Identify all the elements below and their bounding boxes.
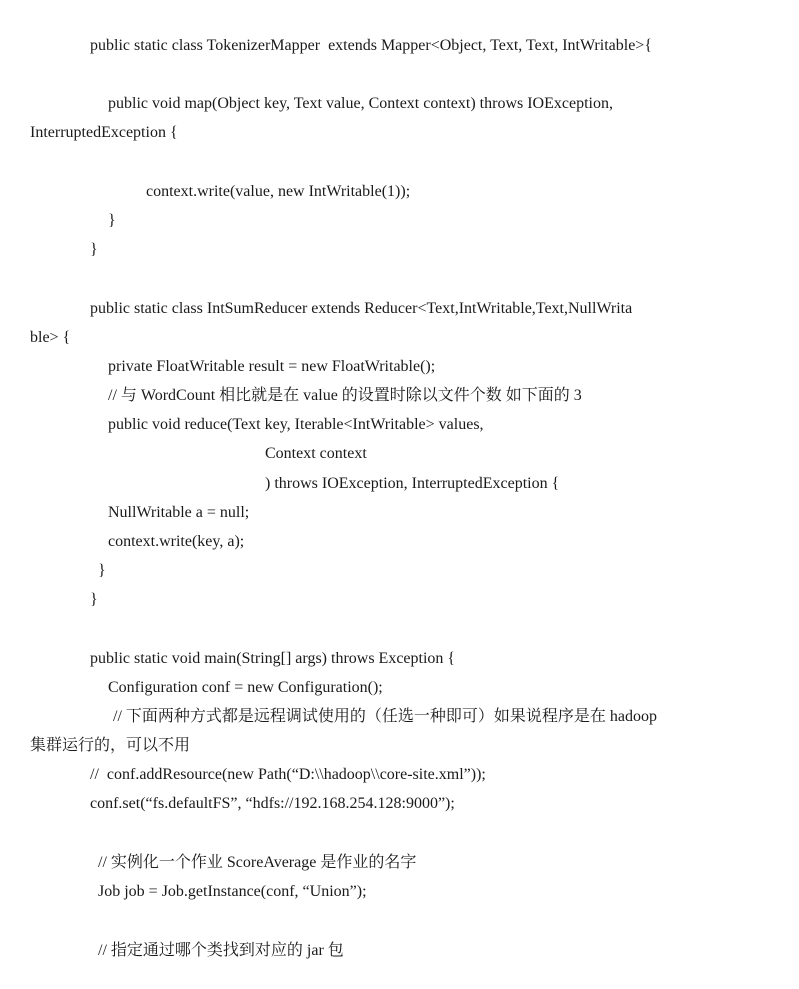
code-comment: // 指定通过哪个类找到对应的 jar 包 (98, 942, 344, 959)
code-line: public static class TokenizerMapper extends Mapper<Object, Text, Text, IntWritable>{ (90, 37, 652, 54)
code-line: private FloatWritable result = new FloatWritable(); (108, 358, 436, 375)
code-line: } (90, 241, 98, 258)
code-comment: // 下面两种方式都是远程调试使用的（任选一种即可）如果说程序是在 hadoop (113, 708, 657, 725)
code-line: context.write(value, new IntWritable(1)); (146, 183, 411, 200)
code-line: } (98, 562, 106, 579)
code-line: InterruptedException { (30, 124, 178, 141)
code-line: Context context (265, 445, 367, 462)
code-line: Configuration conf = new Configuration(); (108, 679, 383, 696)
code-comment: 集群运行的，可以不用 (30, 737, 191, 754)
code-line: ) throws IOException, InterruptedException { (265, 475, 560, 492)
code-line: } (90, 591, 98, 608)
code-line: public void map(Object key, Text value, Context context) throws IOException, (108, 95, 613, 112)
code-line: ble> { (30, 329, 71, 346)
code-line: public void reduce(Text key, Iterable<IntWritable> values, (108, 416, 484, 433)
code-line: conf.set(“fs.defaultFS”, “hdfs://192.168.254.128:9000”); (90, 795, 455, 812)
code-line: } (108, 212, 116, 229)
code-line: // conf.addResource(new Path(“D:\\hadoop\\core-site.xml”)); (90, 766, 486, 783)
code-line: Job job = Job.getInstance(conf, “Union”); (98, 883, 367, 900)
code-line: public static void main(String[] args) throws Exception { (90, 650, 456, 667)
code-line: context.write(key, a); (108, 533, 245, 550)
code-comment: // 实例化一个作业 ScoreAverage 是作业的名字 (98, 854, 417, 871)
code-line: NullWritable a = null; (108, 504, 250, 521)
code-comment: // 与 WordCount 相比就是在 value 的设置时除以文件个数 如下面的 3 (108, 387, 582, 404)
code-line: public static class IntSumReducer extends Reducer<Text,IntWritable,Text,NullWrita (90, 300, 633, 317)
